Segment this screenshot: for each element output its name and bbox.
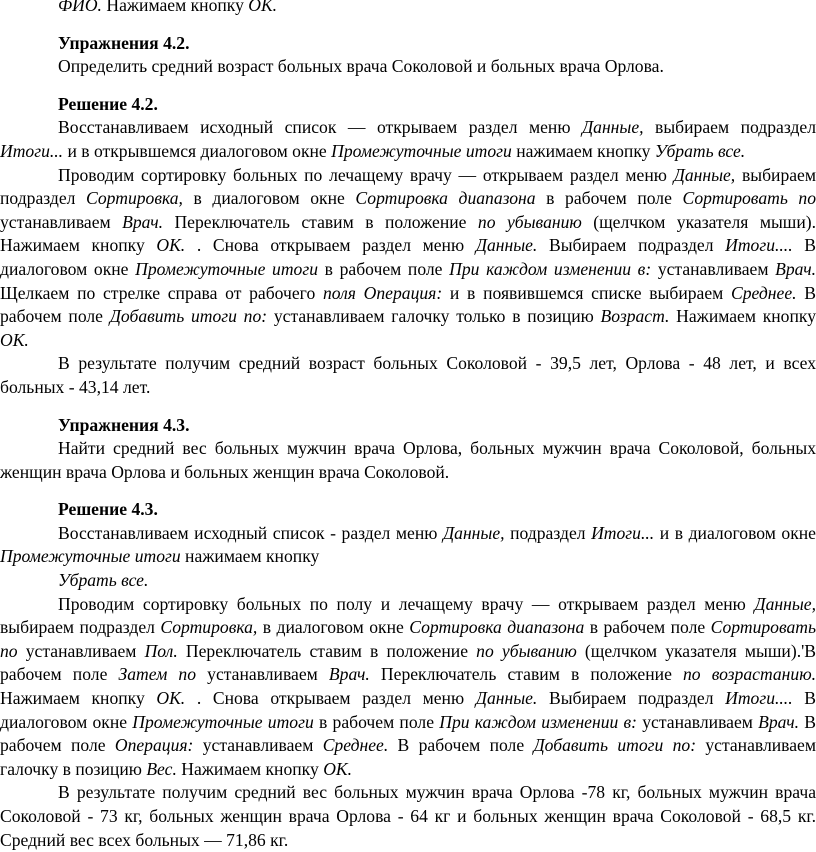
- intro-line: ФИО. Нажимаем кнопку ОК.: [58, 0, 278, 15]
- exercise-4-3-heading: Упражнения 4.3.: [58, 414, 190, 435]
- solution-4-3-paragraph-1: Восстанавливаем исходный список - раздел меню Данные, подраздел Итоги... и в диалоговом окне Промежуточные итоги нажимаем кнопку: [0, 522, 816, 567]
- solution-4-3-result: В результате получим средний вес больных мужчин врача Орлова -78 кг, больных мужчин врача Соколовой - 73 кг, больных женщин врача Орлова - 64 кг и больных женщин врача Соколовой - 68,5 кг. Средний вес всех больных — 71,86 кг.: [0, 782, 816, 850]
- solution-4-3-paragraph-1b: Убрать все.: [58, 570, 149, 591]
- solution-4-2-paragraph-1: Восстанавливаем исходный список — открываем раздел меню Данные, выбираем подраздел Итоги... и в открывшемся диалоговом окне Промежуточные итоги нажимаем кнопку Убрать все.: [0, 117, 816, 161]
- solution-4-3-heading: Решение 4.3.: [58, 499, 158, 520]
- solution-4-2-heading: Решение 4.2.: [58, 93, 158, 114]
- exercise-4-3-task: Найти средний вес больных мужчин врача Орлова, больных мужчин врача Соколовой, больных женщин врача Орлова и больных женщин врача Соколовой.: [0, 438, 816, 482]
- solution-4-3-paragraph-2: Проводим сортировку больных по полу и лечащему врачу — открываем раздел меню Данные, выбираем подраздел Сортировка, в диалоговом окне Сортировка диапазона в рабочем поле Сортировать по устанавливаем Пол. Переключатель ставим в положение по убыванию (щелчком указателя мыши).'В рабочем поле Затем по устанавливаем Врач. Переключатель ставим в положение по возрастанию. Нажимаем кнопку ОК. . Снова открываем раздел меню Данные. Выбираем подраздел Итоги.... В диалоговом окне Промежуточные итоги в рабочем поле При каждом изменении в: устанавливаем Врач. В рабочем поле Операция: устанавливаем Среднее. В рабочем поле Добавить итоги по: устанавливаем галочку в позицию Вес. Нажимаем кнопку ОК.: [0, 593, 816, 779]
- exercise-4-2-task: Определить средний возраст больных врача Соколовой и больных врача Орлова.: [58, 56, 664, 77]
- solution-4-2-result: В результате получим средний возраст больных Соколовой - 39,5 лет, Орлова - 48 лет, и всех больных - 43,14 лет.: [0, 353, 816, 397]
- solution-4-2-paragraph-2: Проводим сортировку больных по лечащему врачу — открываем раздел меню Данные, выбираем подраздел Сортировка, в диалоговом окне Сортировка диапазона в рабочем поле Сортировать по устанавливаем Врач. Переключатель ставим в положение по убыванию (щелчком указателя мыши). Нажимаем кнопку ОК. . Снова открываем раздел меню Данные. Выбираем подраздел Итоги.... В диалоговом окне Промежуточные итоги в рабочем поле При каждом изменении в: устанавливаем Врач. Щелкаем по стрелке справа от рабочего поля Операция: и в появившемся списке выбираем Среднее. В рабочем поле Добавить итоги по: устанавливаем галочку только в позицию Возраст. Нажимаем кнопку ОК.: [0, 164, 816, 350]
- exercise-4-2-heading: Упражнения 4.2.: [58, 32, 190, 53]
